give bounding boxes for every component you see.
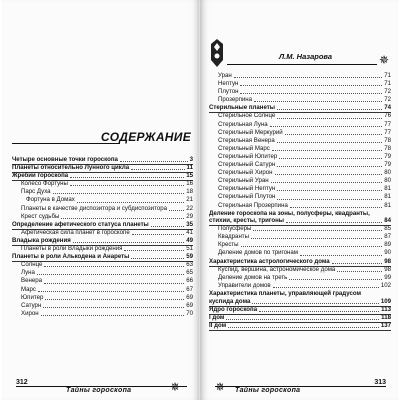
toc-page-number: 85 [384,225,391,233]
toc-entry-title: Планеты относительно Лунного цикла [12,164,130,172]
toc-entry-title: Стерильный Юпитер [218,152,278,160]
toc-entry [12,196,193,204]
page-number: 312 [16,379,28,386]
toc-entry-title: Стерильный Уран [218,177,269,185]
toc-entry-title: Планеты в роли Алькодена и Анареты [12,253,130,261]
toc-page-number: 18 [186,188,193,196]
dot-leader [273,286,379,288]
dot-leader [289,278,382,280]
toc-page-number: 113 [381,305,391,313]
dot-leader [169,209,184,211]
star-ornament-icon: ✵ [379,53,390,67]
toc-entry-title: Владыка рождения [12,236,71,244]
toc-page-number: 77 [384,120,391,128]
toc-page-number: 49 [186,236,193,244]
toc-entry-title: Стерильный Сатурн [218,161,276,169]
toc-page-number: 66 [186,277,193,285]
toc-entry [209,121,391,129]
toc-page-number: 109 [380,297,391,305]
dot-leader [290,206,382,208]
toc-entry-title: Деление домов по тригонам [218,249,298,257]
toc-entry-title: Фортуна в Домах [26,196,75,204]
toc-page-number: 77 [384,128,391,136]
dot-leader [234,76,382,78]
dot-leader [271,181,383,183]
toc-entry-title: Ядро гороскопа [209,305,258,313]
toc-entry [209,306,391,314]
toc-entry [12,188,193,196]
dot-leader [44,282,184,284]
dot-leader [240,84,382,86]
toc-entry-title: Колесо Фортуны [21,180,68,188]
dot-leader [252,302,378,304]
dot-leader [259,310,379,312]
dot-leader [286,221,382,223]
toc-page-number: 59 [186,253,193,261]
dot-leader [70,176,184,178]
dot-leader [277,141,382,143]
star-ornament-icon: ✵ [215,380,226,394]
dot-leader [41,314,185,316]
toc-entry-title: Планеты в качестве диспозитора и субдиспозитора [21,204,167,212]
toc-page-number: 70 [186,309,193,317]
toc-entry-title: Стерильный Марс [218,144,270,152]
toc-entry [209,137,391,145]
toc-entry-title: Стерильный Хирон [218,169,273,177]
toc-entry-title: Крест судьбы [21,212,60,220]
toc-list-left [12,156,193,318]
dot-leader [253,229,382,231]
toc-entry [209,104,391,112]
toc-entry [12,237,193,245]
toc-page-number: 69 [186,301,193,309]
toc-entry [209,210,391,226]
toc-entry [209,177,391,185]
toc-entry-title: Парс Духа [21,188,51,196]
toc-page-number: 65 [186,269,193,277]
dot-leader [53,192,185,194]
toc-page-number: 22 [186,204,193,212]
dot-leader [277,198,382,200]
toc-entry-title: Стерильные планеты [209,104,275,112]
dot-leader [120,160,188,162]
toc-page-number: 137 [380,321,391,329]
toc-entry-title: Стерильный Плутон [218,193,276,201]
toc-entry [12,229,193,237]
toc-page-number: 76 [384,112,391,120]
running-footer-title: Тайны гороскопа [66,387,132,394]
toc-heading [12,130,193,146]
toc-entry-title: Хирон [21,309,39,317]
toc-entry-title: Плутон [218,88,239,96]
toc-entry [12,245,193,253]
toc-page-number: 102 [380,281,391,289]
toc-entry [209,185,391,193]
toc-entry-title: Венера [21,277,42,285]
right-footer [201,370,398,400]
toc-page-number: 81 [384,185,391,193]
toc-entry [209,193,391,201]
toc-entry [12,180,193,188]
toc-page-number: 29 [186,212,193,220]
toc-entry [209,290,391,306]
toc-page-number: 69 [186,293,193,301]
dot-leader [275,173,383,175]
toc-entry-title: Стерильный Нептун [218,185,276,193]
toc-page-number: 99 [384,273,391,281]
toc-entry [12,213,193,221]
dot-leader [332,262,383,264]
toc-list-right [209,72,391,330]
dot-leader [226,318,379,320]
toc-page-number: 89 [384,241,391,249]
toc-entry-title: Четыре основные точки гороскопа [12,156,118,163]
toc-entry-title: Луна [21,269,35,277]
toc-entry [209,282,391,290]
toc-entry-title: Афетическая сила планет в гороскопе [21,228,130,236]
toc-entry-title: II дом [209,321,227,329]
header-rule [227,64,377,65]
toc-entry-title: Стерильное Солнце [218,112,276,120]
toc-entry-title-cont: куспида дома [209,297,251,305]
toc-page-number: 98 [384,257,391,265]
toc-title: СОДЕРЖАНИЕ [100,130,191,144]
toc-entry-title: Куспид, вершина, астрономическое дома [218,265,336,273]
toc-entry-title: Юпитер [21,293,44,301]
toc-page-number: 71 [384,80,391,88]
left-page [2,0,199,400]
toc-entry-title: Управители домов [218,281,271,289]
toc-entry-title: Жребии гороскопа [12,172,69,180]
toc-entry [209,161,391,169]
toc-entry [209,153,391,161]
dot-leader [228,326,379,328]
toc-entry [12,205,193,213]
toc-entry-title: Деление домов на треть [218,273,288,281]
dot-leader [254,100,382,102]
toc-entry [209,241,391,249]
toc-entry-title: Стерильная Венера [218,136,275,144]
toc-entry-title: Прозерпина [218,96,253,104]
dot-leader [277,108,382,110]
toc-page-number: 63 [186,261,193,269]
toc-page-number: 81 [384,201,391,209]
toc-page-number: 79 [384,152,391,160]
dot-leader [131,168,184,170]
toc-entry-title: Сатурн [21,301,42,309]
toc-entry [12,269,193,277]
toc-entry-title: Нептун [218,80,239,88]
toc-entry [12,253,193,261]
toc-page-number: 15 [186,172,193,180]
dot-leader [279,157,382,159]
star-ornament-icon: ✵ [170,380,181,394]
dot-leader [77,201,184,203]
toc-entry [209,274,391,282]
dot-leader [38,290,184,292]
toc-entry [12,302,193,310]
toc-page-number: 16 [186,180,193,188]
right-page [201,0,398,400]
dot-leader [124,249,184,251]
toc-entry [209,72,391,80]
toc-page-number: 80 [384,177,391,185]
toc-page-number: 21 [186,196,193,204]
toc-entry [209,96,391,104]
toc-entry-title: Стерильная Прозерпина [218,201,288,209]
left-footer [2,370,199,400]
toc-page-number: 72 [384,88,391,96]
dot-leader [277,165,382,167]
toc-entry-title: Уран [218,72,232,79]
toc-entry [12,310,193,318]
toc-entry-title: Характеристика астрологического дома [209,257,330,265]
toc-entry-title: Планеты в роли Владыки рождения [21,245,123,253]
dot-leader [285,133,383,135]
toc-entry-title: Солнце [21,261,43,269]
toc-entry [12,286,193,294]
toc-entry-title: I дом [209,313,225,321]
toc-entry [209,314,391,322]
toc-entry [209,80,391,88]
toc-entry-title: Стерильный Меркурий [218,128,283,136]
toc-entry [12,172,193,180]
page-number: 313 [374,379,386,386]
dot-leader [277,117,382,119]
toc-entry [12,294,193,302]
toc-entry [12,277,193,285]
toc-entry [209,258,391,266]
dot-leader [300,254,382,256]
dot-leader [151,225,184,227]
toc-entry-title: Кресты [218,241,239,249]
dot-leader [70,184,184,186]
toc-page-number: 118 [381,313,391,321]
toc-page-number: 72 [384,96,391,104]
toc-page-number: 84 [384,217,391,225]
toc-entry [209,169,391,177]
toc-entry [12,156,193,164]
dot-leader [43,306,184,308]
dot-leader [270,125,383,127]
toc-page-number: 90 [384,249,391,257]
toc-page-number: 67 [186,285,193,293]
running-header [209,52,391,66]
toc-entry-title: Характеристика планеты, управляющей градусом [209,289,362,297]
toc-entry [209,88,391,96]
toc-page-number: 78 [384,144,391,152]
dot-leader [45,298,184,300]
toc-entry [209,266,391,274]
toc-entry [12,164,193,172]
toc-page-number: 35 [186,220,193,228]
dot-leader [277,189,382,191]
toc-entry-title-cont: стихии, кресты, тригоны [209,217,284,225]
toc-page-number: 80 [384,169,391,177]
toc-entry-title: Деление гороскопа на зоны, полусферы, квадранты, [209,209,370,217]
toc-page-number: 79 [384,161,391,169]
dot-leader [337,270,382,272]
dot-leader [73,241,184,243]
toc-page-number: 78 [384,136,391,144]
toc-entry-title: Определение афетического статуса планеты [12,220,149,228]
toc-entry [12,221,193,229]
author-name: Л.М. Назарова [279,52,333,61]
dot-leader [61,217,184,219]
toc-entry [209,249,391,257]
toc-page-number: 81 [384,193,391,201]
dot-leader [240,92,382,94]
toc-page-number: 51 [186,245,193,253]
toc-entry-title: Марс [21,285,36,293]
toc-entry [209,225,391,233]
toc-page-number: 11 [186,164,193,172]
toc-entry [12,261,193,269]
toc-entry [209,145,391,153]
dot-leader [132,233,184,235]
running-footer-title: Тайны гороскопа [235,387,301,394]
toc-entry [209,112,391,120]
dot-leader [241,245,383,247]
toc-page-number: 98 [384,265,391,273]
dot-leader [131,257,184,259]
dot-leader [44,265,184,267]
toc-page-number: 87 [384,233,391,241]
toc-entry [209,202,391,210]
toc-entry-title: Стерильная Луна [218,120,268,128]
toc-page-number: 74 [384,104,391,112]
toc-entry-title: Квадранты [218,233,249,241]
toc-entry [209,233,391,241]
toc-page-number: 3 [189,156,193,163]
toc-entry [209,129,391,137]
toc-page-number: 71 [384,72,391,79]
publisher-emblem-icon [209,38,225,68]
toc-page-number: 41 [186,228,193,236]
toc-entry-title: Полусферы [218,225,252,233]
dot-leader [251,237,382,239]
toc-entry [209,322,391,330]
dot-leader [37,273,184,275]
dot-leader [272,149,382,151]
